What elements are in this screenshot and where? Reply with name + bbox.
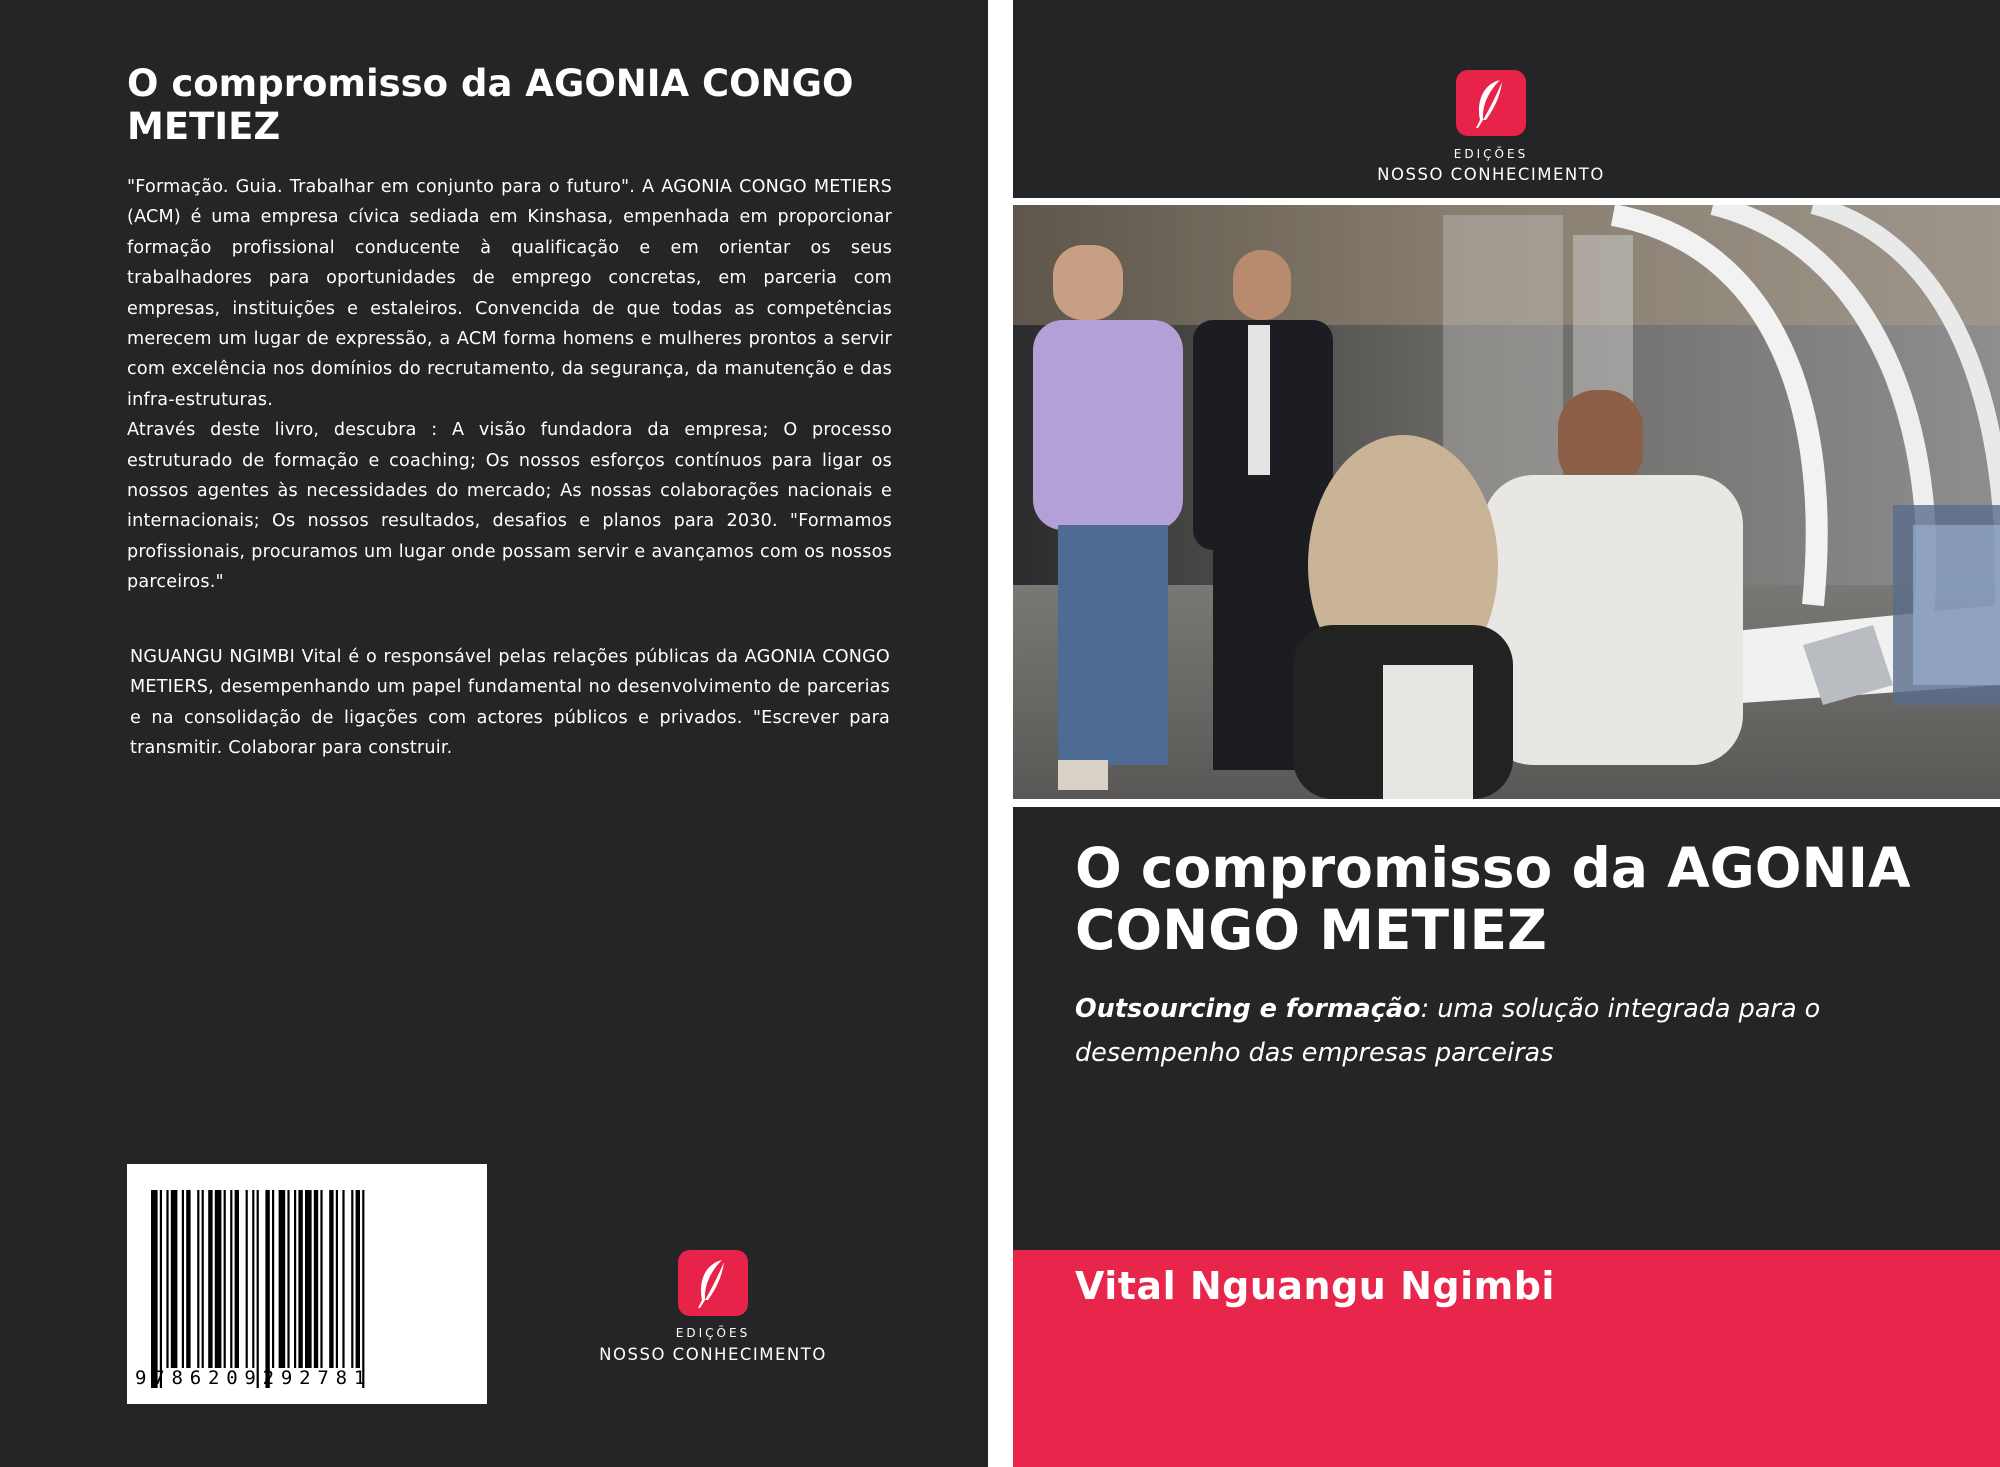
back-cover-title: O compromisso da AGONIA CONGO METIEZ — [127, 62, 854, 148]
barcode-bar — [320, 1190, 322, 1368]
barcode-bar — [246, 1190, 248, 1368]
author-bio: NGUANGU NGIMBI Vital é o responsável pelas relações públicas da AGONIA CONGO METIERS, desempenhando um papel fundamental no desenvolvimento de parcerias e na consolidação de ligações com actores públicos e privados. "Escrever para transmitir. Colaborar para construir. — [130, 647, 890, 759]
barcode-bar — [342, 1190, 344, 1368]
barcode-bar — [305, 1190, 312, 1368]
barcode-bar — [186, 1190, 190, 1368]
back-cover — [0, 0, 988, 1467]
front-cover-author: Vital Nguangu Ngimbi — [1075, 1264, 1555, 1308]
barcode-bar — [257, 1190, 259, 1388]
description-paragraph-1: "Formação. Guia. Trabalhar em conjunto para o futuro". A AGONIA CONGO METIERS (ACM) é uma empresa cívica sediada em Kinshasa, empenhada em proporcionar formação profissional conducente à qualificação e em orientar os seus trabalhadores para oportunidades de emprego concretas, em parceria com empresas, instituições e estaleiros. Convencida de que todas as competências merecem um lugar de expressão, a ACM forma homens e mulheres prontos a servir com excelência nos domínios do recrutamento, da segurança, da manutenção e das infra-estruturas. — [127, 177, 892, 410]
isbn-digits: 9786209292781 — [135, 1367, 373, 1389]
barcode-bar — [351, 1190, 353, 1368]
quill-feather-icon — [1456, 70, 1526, 136]
barcode-bar — [197, 1190, 199, 1368]
barcode-bar — [298, 1190, 302, 1368]
office-scene-image — [1013, 205, 2000, 799]
description-paragraph-2: Através deste livro, descubra : A visão fundadora da empresa; O processo estruturado de formação e coaching; Os nossos esforços contínuos para ligar os nossos agentes às necessidades do mercado; As nossas colaborações nacionais e internacionais; Os nossos resultados, desafios e planos para 2030. "Formamos profissionais, procuramos um lugar onde possam servir e avançamos com os nossos parceiros." — [127, 420, 892, 593]
barcode-bar — [356, 1190, 360, 1368]
barcode-bar — [208, 1190, 212, 1368]
subtitle-bold-part: Outsourcing e formação — [1075, 994, 1421, 1024]
barcode-bar — [166, 1190, 168, 1368]
barcode-bar — [336, 1190, 338, 1368]
isbn-barcode — [127, 1164, 487, 1404]
subtitle-rest-part: : uma solução integrada para o desempenho das empresas parceiras — [1075, 994, 1821, 1068]
barcode-bar — [272, 1190, 274, 1368]
barcode-bar — [279, 1190, 286, 1368]
barcode-bar — [230, 1190, 232, 1368]
publisher-sub-label: EDIÇÕES — [1453, 147, 1529, 161]
cover-photo-office-team — [1013, 205, 2000, 799]
front-cover-header — [1013, 0, 2000, 198]
barcode-bar — [151, 1190, 158, 1388]
barcode-bar — [314, 1190, 318, 1368]
barcode-bar — [362, 1190, 364, 1388]
barcode-bar — [224, 1190, 226, 1368]
barcode-bar — [294, 1190, 296, 1368]
front-cover-title-block — [1013, 807, 2000, 1250]
barcode-bar — [265, 1190, 269, 1388]
back-cover-description — [127, 172, 892, 598]
barcode-bar — [215, 1190, 222, 1368]
spine-gap — [988, 0, 1013, 1467]
barcode-bar — [329, 1190, 333, 1368]
barcode-bar — [252, 1190, 254, 1368]
front-cover-subtitle — [1075, 987, 1895, 1075]
barcode-bar — [160, 1190, 162, 1388]
barcode-bar — [287, 1190, 289, 1368]
barcode-bar — [235, 1190, 239, 1368]
barcode-bar — [202, 1190, 204, 1368]
front-cover-title: O compromisso da AGONIA CONGO METIEZ — [1075, 836, 1911, 962]
barcode-bar — [182, 1190, 184, 1368]
publisher-sub-label: EDIÇÕES — [675, 1326, 751, 1340]
publisher-name: NOSSO CONHECIMENTO — [1377, 165, 1605, 184]
barcode-bar — [171, 1190, 178, 1368]
publisher-name: NOSSO CONHECIMENTO — [599, 1345, 827, 1364]
front-cover-author-band — [1013, 1250, 2000, 1467]
quill-feather-icon — [678, 1250, 748, 1316]
front-cover — [1013, 0, 2000, 1467]
